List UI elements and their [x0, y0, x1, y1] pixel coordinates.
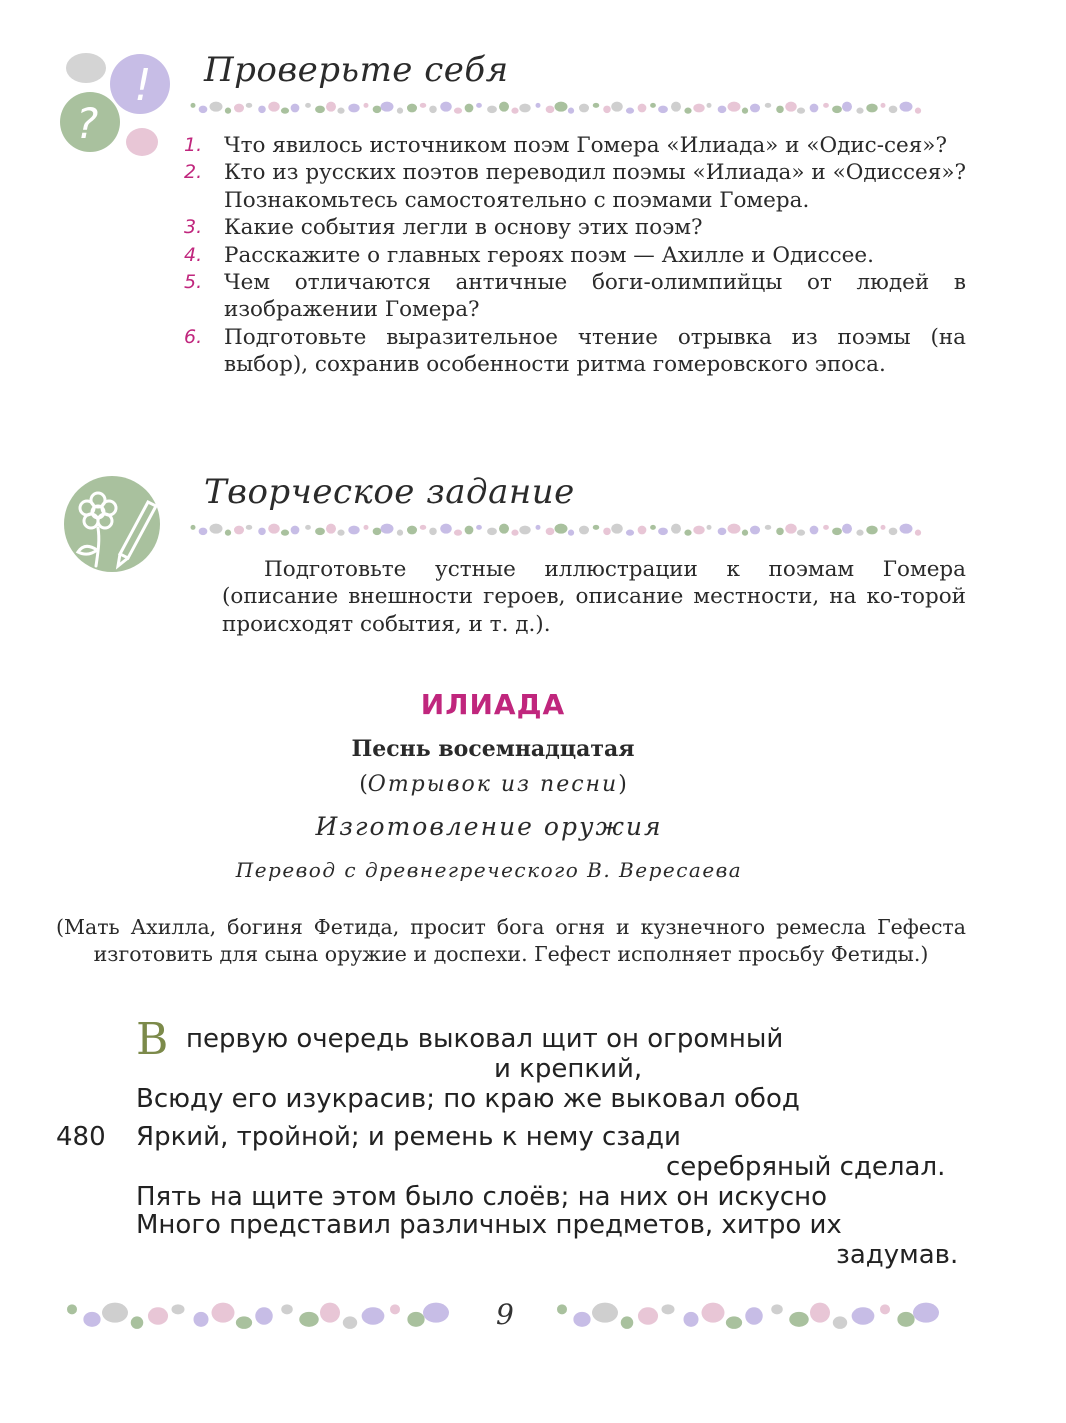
decor-dot: [658, 528, 668, 536]
decor-dot: [621, 1316, 634, 1329]
decor-dot: [326, 102, 336, 112]
decor-dot: [842, 102, 852, 112]
decor-dot: [889, 528, 898, 536]
check-yourself-icon: [54, 48, 174, 164]
decor-dot: [364, 103, 369, 108]
decor-dot: [225, 530, 231, 536]
decor-dot: [866, 104, 877, 113]
decor-dot: [255, 1307, 273, 1325]
decor-dot: [407, 104, 417, 113]
decor-dot: [429, 528, 437, 536]
decor-dot: [454, 108, 462, 114]
decor-dot: [785, 524, 797, 534]
decor-dot: [900, 102, 913, 112]
decor-dot: [191, 103, 196, 108]
decor-dot: [662, 1304, 675, 1314]
decor-dot: [511, 108, 518, 114]
song-title: Песнь восемнадцатая: [351, 736, 635, 762]
poem-line: Много представил различных предметов, хитро их: [136, 1210, 842, 1240]
decor-dot: [789, 1312, 809, 1327]
decor-dot: [407, 1312, 424, 1327]
questions-list: [180, 132, 966, 379]
decor-dot: [348, 526, 359, 535]
flower-pencil-icon: [62, 474, 162, 574]
decor-dot: [210, 524, 223, 534]
decor-dot: [337, 530, 344, 536]
decor-dot: [707, 525, 712, 530]
decorative-dots-divider: [188, 100, 932, 116]
decor-dot: [684, 530, 691, 536]
svg-text:!: !: [134, 60, 152, 111]
decor-dot: [281, 1304, 293, 1314]
decor-dot: [191, 525, 196, 530]
decor-dot: [728, 524, 741, 534]
work-title: ИЛИАДА: [420, 688, 566, 721]
decor-dot: [776, 528, 784, 536]
decor-dot: [832, 528, 842, 536]
poem-line: первую очередь выковал щит он огромный: [186, 1024, 784, 1054]
decor-dot: [407, 526, 417, 535]
decor-dot: [148, 1307, 168, 1325]
decor-dot: [210, 102, 223, 112]
decor-dot: [671, 102, 681, 112]
decor-dot: [258, 106, 266, 114]
decor-dot: [603, 106, 611, 114]
decor-dot: [771, 1304, 783, 1314]
decor-dot: [745, 1307, 763, 1325]
decor-dot: [102, 1303, 128, 1323]
drop-cap: В: [136, 1014, 169, 1065]
verse-line-number: 480: [56, 1122, 106, 1152]
decor-dot: [291, 526, 300, 535]
page-number: 9: [496, 1298, 514, 1331]
footer-dots-left: [62, 1296, 462, 1336]
decor-dot: [381, 102, 394, 112]
decor-dot: [568, 530, 574, 536]
decor-dot: [856, 108, 863, 114]
decor-dot: [593, 103, 600, 108]
decor-dot: [299, 1312, 319, 1327]
decor-dot: [823, 525, 829, 530]
decor-dot: [810, 104, 819, 113]
decor-dot: [573, 1312, 590, 1327]
decor-dot: [364, 525, 369, 530]
decor-dot: [658, 106, 668, 114]
decor-dot: [810, 526, 819, 535]
decor-dot: [343, 1316, 357, 1329]
decor-dot: [856, 530, 863, 536]
decor-dot: [131, 1316, 144, 1329]
decor-dot: [611, 102, 623, 112]
decor-dot: [592, 1303, 618, 1323]
decor-dot: [568, 108, 574, 114]
decor-dot: [881, 525, 886, 530]
decor-dot: [726, 1316, 742, 1329]
decor-dot: [611, 524, 623, 534]
decor-dot: [579, 526, 589, 535]
decor-dot: [305, 525, 311, 530]
decor-dot: [833, 1316, 847, 1329]
decor-dot: [765, 103, 772, 108]
decor-dot: [832, 106, 842, 114]
decor-dot: [880, 1304, 890, 1314]
decor-dot: [897, 1312, 914, 1327]
decor-dot: [440, 524, 452, 534]
decor-dot: [199, 528, 208, 536]
decor-dot: [234, 104, 244, 113]
decor-dot: [326, 524, 336, 534]
decor-dot: [765, 525, 772, 530]
intro-paragraph: (Мать Ахилла, богиня Фетида, просит бога огня и кузнечного ремесла Гефеста изготовить для сына оружие и доспехи. Гефест исполняет просьбу Фетиды.): [56, 915, 966, 967]
decor-dot: [593, 525, 600, 530]
decor-dot: [671, 524, 681, 534]
decor-dot: [718, 106, 727, 114]
decor-dot: [423, 1303, 449, 1323]
decor-dot: [626, 108, 634, 114]
decor-dot: [225, 108, 231, 114]
decorative-dots-divider: [188, 522, 932, 538]
decor-dot: [373, 528, 382, 536]
question-item: 2. Кто из русских поэтов переводил поэмы «Илиада» и «Одиссея»? Познакомьтесь самостоятельно с поэмами Гомера.: [184, 160, 966, 213]
decor-dot: [785, 102, 797, 112]
decor-dot: [420, 103, 427, 108]
question-item: 3. Какие события легли в основу этих поэм?: [184, 215, 703, 241]
svg-text:?: ?: [76, 99, 99, 148]
decor-dot: [693, 104, 704, 113]
decor-dot: [258, 528, 266, 536]
decor-dot: [638, 104, 647, 113]
question-item: 5. Чем отличаются античные боги-олимпийцы от людей в изображении Гомера?: [184, 270, 966, 323]
decor-dot: [718, 528, 727, 536]
decor-dot: [67, 1304, 77, 1314]
poem-line: Всюду его изукрасив; по краю же выковал обод: [136, 1084, 800, 1114]
decor-dot: [913, 1303, 939, 1323]
decor-dot: [420, 525, 427, 530]
poem-line: задумав.: [836, 1240, 959, 1270]
decor-dot: [555, 524, 568, 534]
decor-dot: [750, 526, 760, 535]
decor-dot: [579, 104, 589, 113]
decor-dot: [246, 103, 253, 108]
decor-dot: [650, 103, 656, 108]
decor-dot: [842, 524, 852, 534]
decor-dot: [810, 1303, 830, 1323]
decor-dot: [557, 1304, 567, 1314]
decor-dot: [236, 1316, 252, 1329]
poem-line: Пять на щите этом было слоёв; на них он искусно: [136, 1182, 828, 1212]
decor-dot: [626, 530, 634, 536]
decor-dot: [429, 106, 437, 114]
decor-dot: [348, 104, 359, 113]
decor-dot: [555, 102, 568, 112]
poem-line: и крепкий,: [494, 1054, 643, 1084]
footer-dots-right: [552, 1296, 956, 1336]
decor-dot: [797, 108, 805, 114]
decor-dot: [499, 524, 509, 534]
decor-dot: [499, 102, 509, 112]
creative-section-heading: Творческое задание: [204, 472, 575, 512]
translator-credit: Перевод с древнегреческого В. Вересаева: [235, 858, 743, 882]
question-item: 6. Подготовьте выразительное чтение отрывка из поэмы (на выбор), сохранив особенности ритма гомеровского эпоса.: [184, 324, 966, 378]
decor-dot: [440, 102, 452, 112]
decor-dot: [693, 526, 704, 535]
decor-dot: [852, 1307, 875, 1325]
decor-dot: [750, 104, 760, 113]
decor-dot: [234, 526, 244, 535]
decor-dot: [638, 1307, 658, 1325]
work-subtitle: Изготовление оружия: [315, 812, 663, 841]
decor-dot: [603, 528, 611, 536]
decor-dot: [212, 1303, 235, 1323]
decor-dot: [381, 524, 394, 534]
poem-line: Яркий, тройной; и ремень к нему сзади: [136, 1122, 681, 1152]
decor-dot: [519, 526, 530, 535]
check-section-heading: Проверьте себя: [204, 50, 509, 90]
decor-dot: [881, 103, 886, 108]
decor-dot: [536, 103, 541, 108]
decor-dot: [315, 106, 325, 114]
decor-dot: [707, 103, 712, 108]
decor-dot: [797, 530, 805, 536]
decor-dot: [199, 106, 208, 114]
decor-dot: [546, 106, 555, 114]
decor-dot: [487, 528, 497, 536]
decor-dot: [315, 528, 325, 536]
decor-dot: [900, 524, 913, 534]
fragment-note: (Отрывок из песни): [359, 772, 627, 797]
decor-dot: [536, 525, 541, 530]
decor-dot: [397, 530, 403, 536]
decor-dot: [268, 524, 280, 534]
decor-dot: [465, 104, 474, 113]
question-item: 4. Расскажите о главных героях поэм — Ахилле и Одиссее.: [184, 242, 874, 268]
decor-dot: [194, 1312, 209, 1327]
decor-dot: [915, 108, 921, 114]
decor-dot: [742, 108, 748, 114]
decor-dot: [476, 525, 482, 530]
decor-dot: [454, 530, 462, 536]
poem-line: серебряный сделал.: [666, 1152, 946, 1182]
decor-dot: [487, 106, 497, 114]
decor-dot: [546, 528, 555, 536]
question-item: 1. Что явилось источником поэм Гомера «Илиада» и «Одис-сея»?: [184, 133, 947, 158]
decor-dot: [519, 104, 530, 113]
decor-dot: [915, 530, 921, 536]
decor-dot: [397, 108, 403, 114]
decor-dot: [83, 1312, 100, 1327]
decor-dot: [476, 103, 482, 108]
decor-dot: [511, 530, 518, 536]
decor-dot: [373, 106, 382, 114]
decor-dot: [638, 526, 647, 535]
decor-dot: [650, 525, 656, 530]
decor-dot: [281, 530, 289, 536]
creative-task-text: Подготовьте устные иллюстрации к поэмам Гомера (описание внешности героев, описание местности, на ко-торой происходят события, и т. д.).: [222, 557, 966, 637]
decor-dot: [823, 103, 829, 108]
decor-dot: [246, 525, 253, 530]
decor-dot: [281, 108, 289, 114]
decor-dot: [465, 526, 474, 535]
decor-dot: [684, 108, 691, 114]
decor-dot: [305, 103, 311, 108]
decor-dot: [702, 1303, 725, 1323]
decor-dot: [291, 104, 300, 113]
decor-dot: [362, 1307, 385, 1325]
decor-dot: [889, 106, 898, 114]
decor-dot: [390, 1304, 400, 1314]
decor-dot: [742, 530, 748, 536]
decor-dot: [776, 106, 784, 114]
decor-dot: [684, 1312, 699, 1327]
decor-dot: [268, 102, 280, 112]
decor-dot: [866, 526, 877, 535]
decor-dot: [337, 108, 344, 114]
decor-dot: [320, 1303, 340, 1323]
decor-dot: [172, 1304, 185, 1314]
decor-dot: [728, 102, 741, 112]
